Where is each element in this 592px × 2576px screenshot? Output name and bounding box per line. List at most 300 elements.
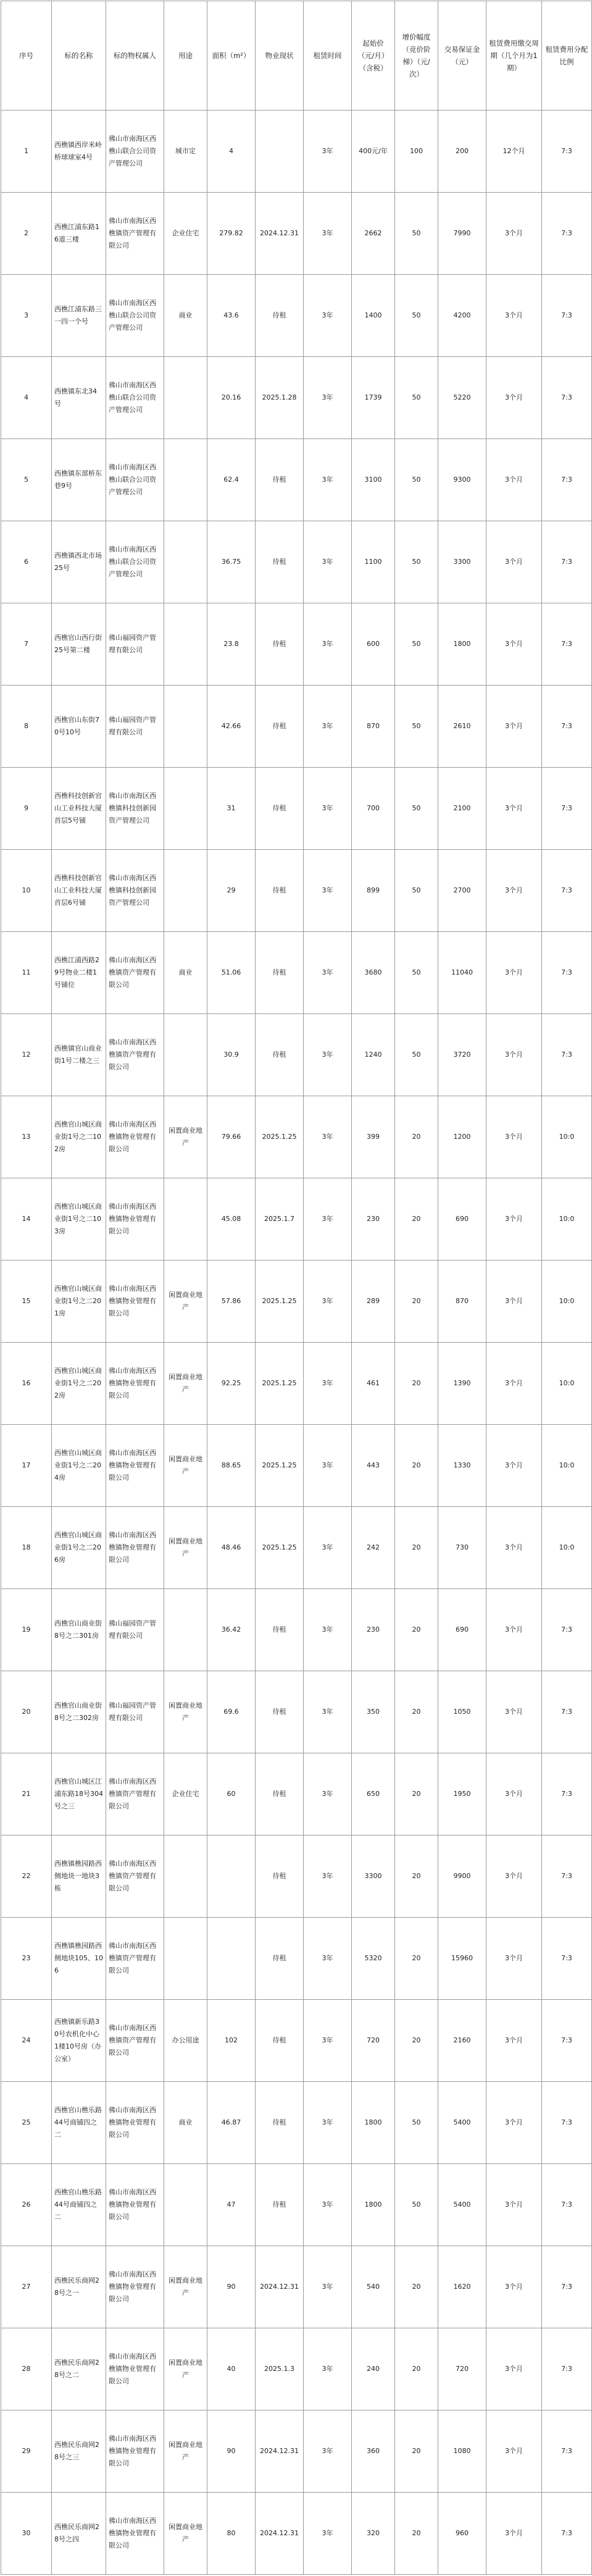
cell-no: 17 (1, 1425, 52, 1507)
cell-step: 20 (395, 1589, 438, 1671)
cell-status: 待租 (256, 275, 304, 357)
header-use: 用途 (164, 1, 207, 111)
cell-time: 3年 (304, 1589, 352, 1671)
cell-deposit: 15960 (438, 1918, 486, 2000)
cell-ratio: 7:3 (542, 850, 592, 932)
cell-owner: 佛山市南海区西樵镇资产管理有限公司 (106, 1918, 164, 2000)
lease-listing-table (1, 1, 592, 2575)
cell-deposit: 1330 (438, 1425, 486, 1507)
cell-time: 3年 (304, 1671, 352, 1753)
cell-status: 待租 (256, 686, 304, 768)
cell-area: 45.08 (207, 1178, 256, 1261)
cell-cycle: 3个月 (486, 1753, 542, 1836)
cell-owner: 佛山市南海区西樵镇资产管理有限公司 (106, 2000, 164, 2082)
cell-no: 19 (1, 1589, 52, 1671)
cell-area: 23.8 (207, 603, 256, 686)
cell-time: 3年 (304, 2493, 352, 2575)
table-row (1, 2410, 592, 2493)
cell-step: 50 (395, 686, 438, 768)
cell-status: 待租 (256, 768, 304, 850)
cell-ratio: 7:3 (542, 603, 592, 686)
cell-use: 商业 (164, 2082, 207, 2164)
cell-price: 540 (352, 2246, 395, 2328)
cell-cycle: 3个月 (486, 2493, 542, 2575)
cell-no: 25 (1, 2082, 52, 2164)
cell-owner: 佛山福园资产管理有限公司 (106, 603, 164, 686)
cell-time: 3年 (304, 1918, 352, 2000)
cell-status: 2025.1.3 (256, 2328, 304, 2410)
cell-cycle: 3个月 (486, 1589, 542, 1671)
cell-deposit: 7990 (438, 193, 486, 275)
cell-name: 西樵官山城区商业街1号之二204房 (52, 1425, 106, 1507)
cell-status: 2025.1.7 (256, 1178, 304, 1261)
cell-status: 待租 (256, 1836, 304, 1918)
cell-price: 399 (352, 1096, 395, 1178)
cell-ratio: 7:3 (542, 1836, 592, 1918)
table-row (1, 2328, 592, 2410)
header-status: 物业现状 (256, 1, 304, 111)
cell-owner: 佛山市南海区西樵镇资产管理有限公司 (106, 193, 164, 275)
cell-step: 20 (395, 1178, 438, 1261)
cell-step: 50 (395, 439, 438, 521)
cell-time: 3年 (304, 1096, 352, 1178)
cell-deposit: 1620 (438, 2246, 486, 2328)
cell-deposit: 2700 (438, 850, 486, 932)
cell-ratio: 7:3 (542, 1671, 592, 1753)
cell-area: 47 (207, 2164, 256, 2246)
cell-cycle: 3个月 (486, 768, 542, 850)
cell-use (164, 1014, 207, 1096)
cell-status: 2024.12.31 (256, 2410, 304, 2493)
cell-use: 闲置商业地产 (164, 2328, 207, 2410)
cell-ratio: 10:0 (542, 1425, 592, 1507)
cell-price: 230 (352, 1178, 395, 1261)
cell-deposit: 3720 (438, 1014, 486, 1096)
cell-price: 350 (352, 1671, 395, 1753)
header-time: 租赁时间 (304, 1, 352, 111)
cell-cycle: 3个月 (486, 2410, 542, 2493)
cell-cycle: 3个月 (486, 1096, 542, 1178)
cell-use (164, 2164, 207, 2246)
cell-cycle: 3个月 (486, 2246, 542, 2328)
cell-price: 400元/年 (352, 111, 395, 193)
cell-status: 2025.1.25 (256, 1425, 304, 1507)
cell-owner: 佛山市南海区西樵镇物业管理有限公司 (106, 1425, 164, 1507)
cell-step: 50 (395, 1014, 438, 1096)
cell-use (164, 1589, 207, 1671)
cell-area: 57.86 (207, 1261, 256, 1343)
cell-deposit: 720 (438, 2328, 486, 2410)
cell-price: 5320 (352, 1918, 395, 2000)
cell-name: 西樵镇官山商业街1号二楼之三 (52, 1014, 106, 1096)
cell-area (207, 1836, 256, 1918)
table-row (1, 521, 592, 603)
cell-no: 30 (1, 2493, 52, 2575)
cell-time: 3年 (304, 111, 352, 193)
cell-area: 48.46 (207, 1507, 256, 1589)
cell-time: 3年 (304, 439, 352, 521)
cell-cycle: 3个月 (486, 1671, 542, 1753)
cell-ratio: 7:3 (542, 275, 592, 357)
table-row (1, 2082, 592, 2164)
cell-ratio: 10:0 (542, 1261, 592, 1343)
cell-no: 7 (1, 603, 52, 686)
cell-status: 待租 (256, 521, 304, 603)
cell-status: 2025.1.25 (256, 1507, 304, 1589)
cell-status: 2024.12.31 (256, 193, 304, 275)
cell-owner: 佛山市南海区西樵镇物业管理有限公司 (106, 1178, 164, 1261)
cell-area: 43.6 (207, 275, 256, 357)
cell-deposit: 5220 (438, 357, 486, 439)
cell-step: 50 (395, 521, 438, 603)
cell-cycle: 3个月 (486, 439, 542, 521)
cell-deposit: 690 (438, 1178, 486, 1261)
cell-use (164, 850, 207, 932)
cell-name: 西樵镇樵园路西侧地块一地块3栋 (52, 1836, 106, 1918)
table-row (1, 1178, 592, 1261)
cell-area: 42.66 (207, 686, 256, 768)
cell-step: 20 (395, 2246, 438, 2328)
cell-status: 待租 (256, 1918, 304, 2000)
cell-name: 西樵民乐商网28号之一 (52, 2246, 106, 2328)
cell-ratio: 7:3 (542, 439, 592, 521)
cell-no: 14 (1, 1178, 52, 1261)
cell-deposit: 2100 (438, 768, 486, 850)
table-row (1, 1096, 592, 1178)
cell-owner: 佛山市南海区西樵镇科技创新园资产管理公司 (106, 768, 164, 850)
header-owner: 标的物权属人 (106, 1, 164, 111)
cell-time: 3年 (304, 1753, 352, 1836)
cell-no: 13 (1, 1096, 52, 1178)
cell-time: 3年 (304, 686, 352, 768)
cell-step: 20 (395, 2000, 438, 2082)
cell-cycle: 3个月 (486, 1425, 542, 1507)
cell-area: 60 (207, 1753, 256, 1836)
cell-use: 闲置商业地产 (164, 1507, 207, 1589)
table-row (1, 850, 592, 932)
cell-price: 360 (352, 2410, 395, 2493)
cell-status: 待租 (256, 2000, 304, 2082)
cell-deposit: 1050 (438, 1671, 486, 1753)
cell-price: 650 (352, 1753, 395, 1836)
cell-area: 29 (207, 850, 256, 932)
cell-area: 20.16 (207, 357, 256, 439)
cell-deposit: 1800 (438, 603, 486, 686)
cell-step: 50 (395, 2082, 438, 2164)
cell-deposit: 1200 (438, 1096, 486, 1178)
cell-cycle: 3个月 (486, 2164, 542, 2246)
cell-price: 240 (352, 2328, 395, 2410)
header-deposit: 交易保证金（元） (438, 1, 486, 111)
cell-name: 西樵民乐商网28号之三 (52, 2410, 106, 2493)
cell-area: 4 (207, 111, 256, 193)
cell-name: 西樵官山城区商业街1号之二206房 (52, 1507, 106, 1589)
cell-name: 西樵官山樵乐路44号商铺四之二 (52, 2082, 106, 2164)
cell-use (164, 357, 207, 439)
cell-deposit: 2610 (438, 686, 486, 768)
table-row (1, 357, 592, 439)
cell-deposit: 11040 (438, 932, 486, 1014)
table-row (1, 1425, 592, 1507)
cell-area: 36.42 (207, 1589, 256, 1671)
cell-use: 闲置商业地产 (164, 1671, 207, 1753)
cell-ratio: 7:3 (542, 686, 592, 768)
cell-no: 12 (1, 1014, 52, 1096)
cell-deposit: 690 (438, 1589, 486, 1671)
cell-use (164, 768, 207, 850)
cell-time: 3年 (304, 1261, 352, 1343)
cell-ratio: 7:3 (542, 2328, 592, 2410)
cell-cycle: 3个月 (486, 521, 542, 603)
cell-owner: 佛山市南海区西樵镇物业管理有限公司 (106, 1096, 164, 1178)
cell-ratio: 7:3 (542, 1753, 592, 1836)
cell-step: 20 (395, 1096, 438, 1178)
cell-no: 20 (1, 1671, 52, 1753)
cell-deposit: 1950 (438, 1753, 486, 1836)
cell-price: 1240 (352, 1014, 395, 1096)
cell-deposit: 730 (438, 1507, 486, 1589)
cell-time: 3年 (304, 275, 352, 357)
cell-owner: 佛山市南海区西樵镇物业管理有限公司 (106, 1261, 164, 1343)
table-row (1, 1014, 592, 1096)
cell-owner: 佛山福园资产管理有限公司 (106, 1671, 164, 1753)
cell-cycle: 3个月 (486, 1014, 542, 1096)
cell-step: 20 (395, 2493, 438, 2575)
cell-price: 720 (352, 2000, 395, 2082)
cell-cycle: 3个月 (486, 357, 542, 439)
cell-name: 西樵科技创新官山工业科技大厦首层6号铺 (52, 850, 106, 932)
cell-ratio: 7:3 (542, 357, 592, 439)
cell-deposit: 5400 (438, 2082, 486, 2164)
cell-use: 企业住宅 (164, 1753, 207, 1836)
cell-time: 3年 (304, 2000, 352, 2082)
cell-time: 3年 (304, 768, 352, 850)
cell-cycle: 3个月 (486, 686, 542, 768)
cell-owner: 佛山市南海区西樵山联合公司资产管理公司 (106, 521, 164, 603)
cell-owner: 佛山福园资产管理有限公司 (106, 686, 164, 768)
cell-use: 闲置商业地产 (164, 1343, 207, 1425)
cell-use: 闲置商业地产 (164, 2246, 207, 2328)
cell-name: 西樵官山城区商业街1号之二103房 (52, 1178, 106, 1261)
cell-status: 待租 (256, 1671, 304, 1753)
cell-deposit: 5400 (438, 2164, 486, 2246)
cell-no: 15 (1, 1261, 52, 1343)
cell-ratio: 7:3 (542, 1014, 592, 1096)
cell-use: 商业 (164, 932, 207, 1014)
cell-name: 西樵民乐商网28号之四 (52, 2493, 106, 2575)
cell-time: 3年 (304, 2246, 352, 2328)
cell-no: 21 (1, 1753, 52, 1836)
cell-time: 3年 (304, 2328, 352, 2410)
cell-time: 3年 (304, 2082, 352, 2164)
cell-step: 50 (395, 2164, 438, 2246)
cell-cycle: 3个月 (486, 275, 542, 357)
cell-use: 闲置商业地产 (164, 2493, 207, 2575)
cell-area: 69.6 (207, 1671, 256, 1753)
cell-price: 600 (352, 603, 395, 686)
cell-name: 西樵江浦东路三一四一个号 (52, 275, 106, 357)
table-row (1, 111, 592, 193)
cell-price: 1100 (352, 521, 395, 603)
cell-owner: 佛山市南海区西樵镇物业管理有限公司 (106, 2328, 164, 2410)
cell-status: 2025.1.25 (256, 1096, 304, 1178)
cell-no: 8 (1, 686, 52, 768)
table-row (1, 439, 592, 521)
cell-name: 西樵镇东部桥东巷9号 (52, 439, 106, 521)
cell-price: 320 (352, 2493, 395, 2575)
cell-deposit: 200 (438, 111, 486, 193)
cell-status: 待租 (256, 2082, 304, 2164)
cell-ratio: 7:3 (542, 2246, 592, 2328)
cell-name: 西樵镇樵园路西侧地块105、106 (52, 1918, 106, 2000)
table-row (1, 1343, 592, 1425)
cell-owner: 佛山市南海区西樵镇物业管理有限公司 (106, 1343, 164, 1425)
table-body (1, 111, 592, 2575)
cell-step: 20 (395, 1261, 438, 1343)
cell-status: 2024.12.31 (256, 2493, 304, 2575)
table-row (1, 603, 592, 686)
cell-area: 279.82 (207, 193, 256, 275)
cell-deposit: 960 (438, 2493, 486, 2575)
cell-step: 50 (395, 275, 438, 357)
cell-cycle: 3个月 (486, 1343, 542, 1425)
cell-area: 90 (207, 2410, 256, 2493)
cell-no: 1 (1, 111, 52, 193)
cell-cycle: 3个月 (486, 2328, 542, 2410)
cell-status: 待租 (256, 1589, 304, 1671)
cell-no: 22 (1, 1836, 52, 1918)
cell-no: 26 (1, 2164, 52, 2246)
table-row (1, 193, 592, 275)
cell-name: 西樵江浦东路16道三楼 (52, 193, 106, 275)
cell-area: 80 (207, 2493, 256, 2575)
cell-use (164, 1918, 207, 2000)
table-row (1, 1918, 592, 2000)
cell-name: 西樵镇西岸米岭桥球球室4号 (52, 111, 106, 193)
cell-name: 西樵镇新乐路30号农机化中心1楼10号房（办公室） (52, 2000, 106, 2082)
cell-name: 西樵民乐商网28号之二 (52, 2328, 106, 2410)
cell-price: 230 (352, 1589, 395, 1671)
cell-cycle: 3个月 (486, 1507, 542, 1589)
cell-owner: 佛山市南海区西樵山联合公司资产管理公司 (106, 275, 164, 357)
cell-cycle: 3个月 (486, 1178, 542, 1261)
cell-owner: 佛山市南海区西樵山联合公司资产管理公司 (106, 111, 164, 193)
cell-time: 3年 (304, 850, 352, 932)
cell-ratio: 7:3 (542, 1918, 592, 2000)
cell-time: 3年 (304, 1343, 352, 1425)
cell-use (164, 1836, 207, 1918)
cell-name: 西樵科技创新官山工业科技大厦首层5号铺 (52, 768, 106, 850)
cell-use (164, 686, 207, 768)
table-row (1, 275, 592, 357)
cell-step: 50 (395, 850, 438, 932)
cell-price: 443 (352, 1425, 395, 1507)
cell-time: 3年 (304, 2410, 352, 2493)
cell-name: 西樵官山西行街25号第二楼 (52, 603, 106, 686)
cell-area: 46.87 (207, 2082, 256, 2164)
cell-use: 闲置商业地产 (164, 2410, 207, 2493)
cell-name: 西樵官山商业街8号之二302房 (52, 1671, 106, 1753)
cell-status: 2025.1.28 (256, 357, 304, 439)
cell-time: 3年 (304, 1425, 352, 1507)
cell-status: 待租 (256, 2164, 304, 2246)
header-cycle: 租赁费用缴交周期（几个月为1期） (486, 1, 542, 111)
cell-use: 闲置商业地产 (164, 1261, 207, 1343)
cell-step: 20 (395, 1343, 438, 1425)
cell-ratio: 7:3 (542, 932, 592, 1014)
cell-name: 西樵官山东街70号10号 (52, 686, 106, 768)
table-row (1, 1671, 592, 1753)
cell-name: 西樵官山城区江浦东路18号304号之三 (52, 1753, 106, 1836)
cell-ratio: 7:3 (542, 2082, 592, 2164)
cell-owner: 佛山福园资产管理有限公司 (106, 1589, 164, 1671)
cell-use: 闲置商业地产 (164, 1096, 207, 1178)
cell-time: 3年 (304, 521, 352, 603)
cell-step: 50 (395, 603, 438, 686)
cell-price: 899 (352, 850, 395, 932)
cell-price: 1800 (352, 2082, 395, 2164)
cell-status: 2025.1.25 (256, 1261, 304, 1343)
cell-no: 27 (1, 2246, 52, 2328)
table-row (1, 1507, 592, 1589)
cell-time: 3年 (304, 932, 352, 1014)
cell-use: 闲置商业地产 (164, 1425, 207, 1507)
cell-owner: 佛山市南海区西樵镇资产管理有限公司 (106, 1836, 164, 1918)
cell-deposit: 1080 (438, 2410, 486, 2493)
cell-area: 92.25 (207, 1343, 256, 1425)
header-price: 起始价（元/月）（含税） (352, 1, 395, 111)
cell-cycle: 3个月 (486, 2000, 542, 2082)
cell-time: 3年 (304, 1507, 352, 1589)
cell-ratio: 7:3 (542, 193, 592, 275)
cell-ratio: 7:3 (542, 1589, 592, 1671)
cell-owner: 佛山市南海区西樵镇物业管理有限公司 (106, 2246, 164, 2328)
cell-cycle: 12个月 (486, 111, 542, 193)
cell-owner: 佛山市南海区西樵镇物业管理有限公司 (106, 2082, 164, 2164)
cell-no: 4 (1, 357, 52, 439)
table-row (1, 2000, 592, 2082)
cell-price: 1400 (352, 275, 395, 357)
cell-price: 3100 (352, 439, 395, 521)
cell-step: 50 (395, 768, 438, 850)
header-area: 面积（m²） (207, 1, 256, 111)
cell-no: 23 (1, 1918, 52, 2000)
cell-step: 20 (395, 1836, 438, 1918)
cell-area: 88.65 (207, 1425, 256, 1507)
cell-no: 6 (1, 521, 52, 603)
table-row (1, 686, 592, 768)
cell-status: 待租 (256, 439, 304, 521)
cell-price: 242 (352, 1507, 395, 1589)
cell-owner: 佛山市南海区西樵镇科技创新园资产管理公司 (106, 850, 164, 932)
cell-status (256, 111, 304, 193)
cell-use (164, 1178, 207, 1261)
cell-owner: 佛山市南海区西樵镇资产管理有限公司 (106, 1753, 164, 1836)
cell-status: 2025.1.25 (256, 1343, 304, 1425)
cell-no: 16 (1, 1343, 52, 1425)
cell-price: 1739 (352, 357, 395, 439)
cell-step: 50 (395, 932, 438, 1014)
cell-price: 3680 (352, 932, 395, 1014)
cell-area: 30.9 (207, 1014, 256, 1096)
cell-ratio: 7:3 (542, 2164, 592, 2246)
cell-status: 待租 (256, 1753, 304, 1836)
cell-ratio: 10:0 (542, 1507, 592, 1589)
cell-ratio: 10:0 (542, 1343, 592, 1425)
cell-ratio: 7:3 (542, 2000, 592, 2082)
cell-step: 50 (395, 357, 438, 439)
cell-owner: 佛山市南海区西樵镇资产管理有限公司 (106, 932, 164, 1014)
